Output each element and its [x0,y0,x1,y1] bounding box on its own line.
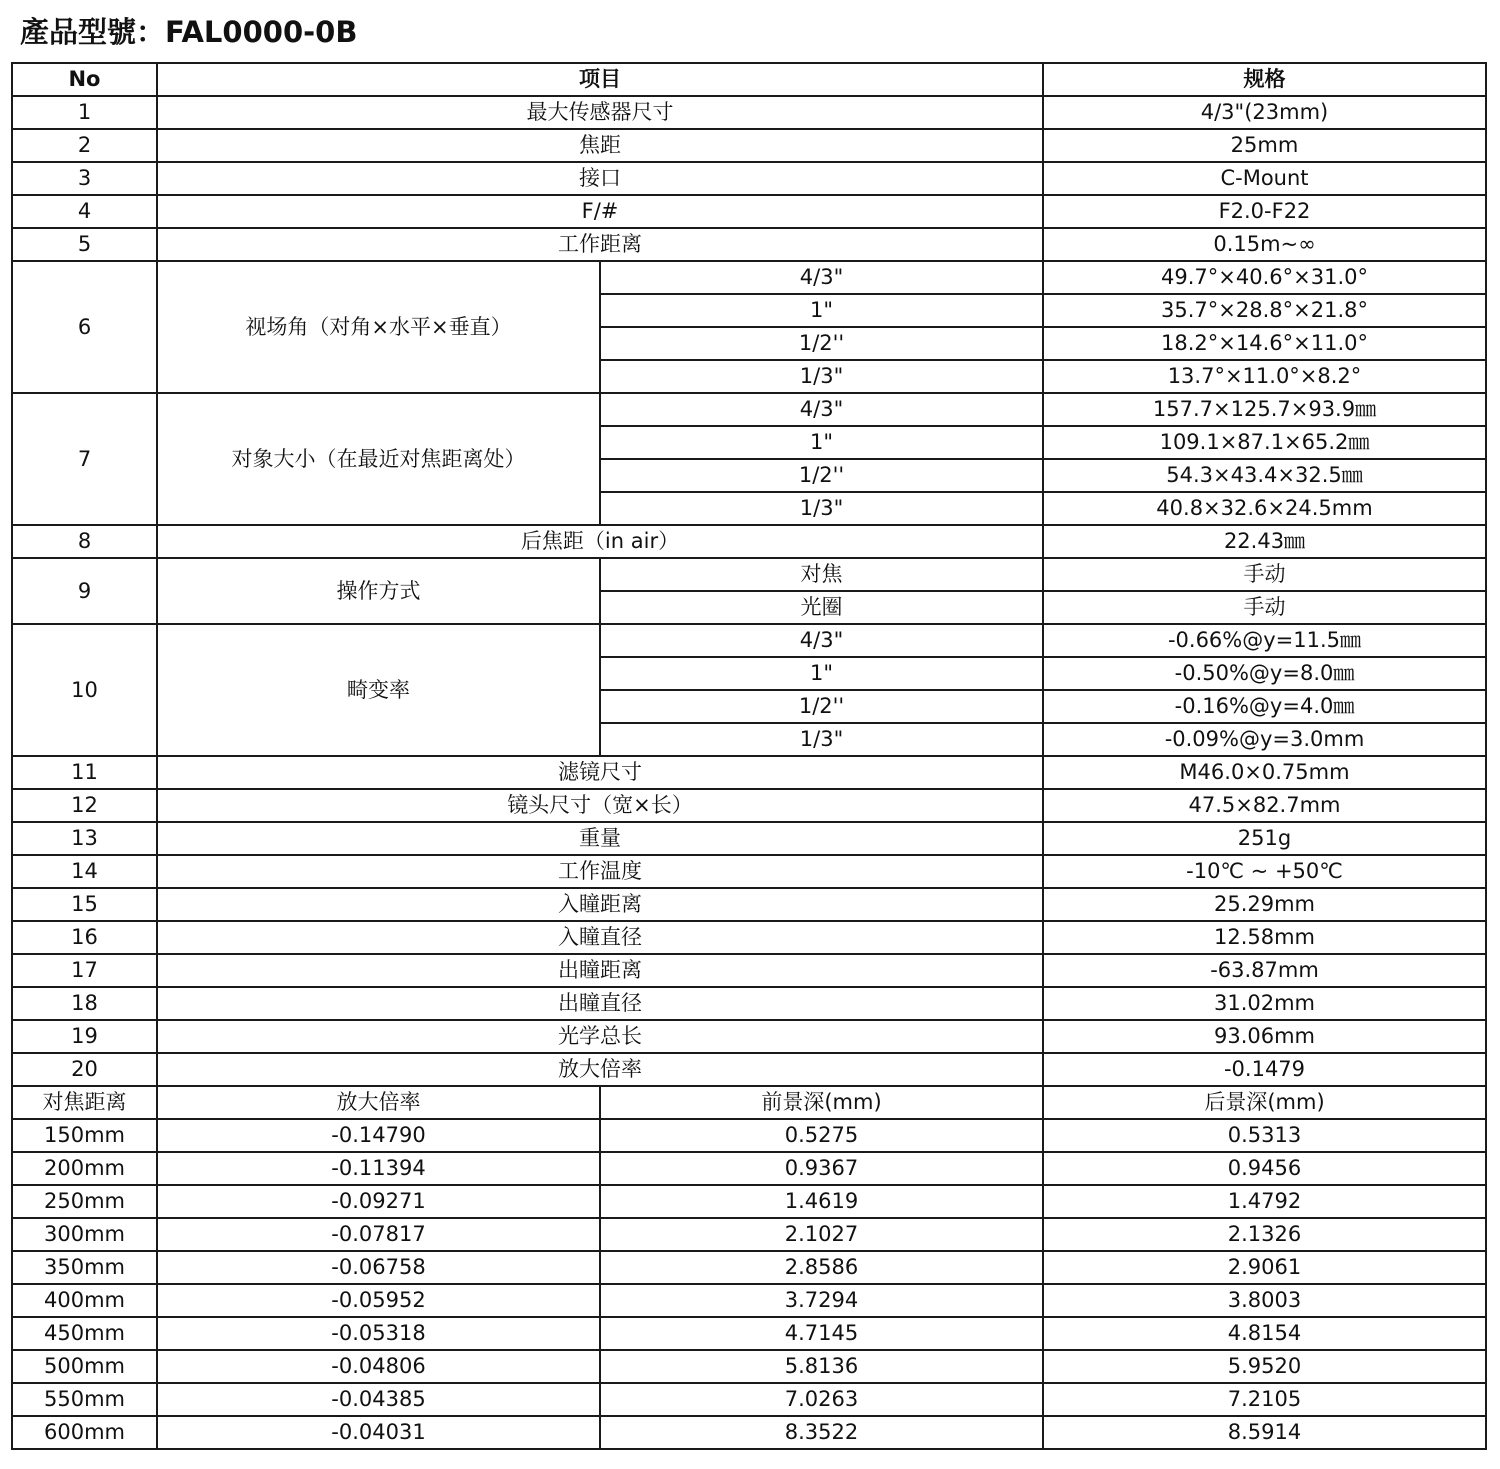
row-value: 0.15m~∞ [1043,228,1486,261]
dof-rear: 3.8003 [1043,1284,1486,1317]
dof-front: 7.0263 [600,1383,1043,1416]
dof-magnification: -0.04806 [157,1350,600,1383]
distortion-sensor: 4/3" [600,624,1043,657]
operation-row [12,558,1486,591]
dof-distance: 300mm [12,1218,157,1251]
row-item: 出瞳直径 [157,987,1043,1020]
back-focus-value: 22.43㎜ [1043,525,1486,558]
distortion-value: -0.66%@y=11.5㎜ [1043,624,1486,657]
header-spec: 规格 [1043,63,1486,96]
dof-distance: 200mm [12,1152,157,1185]
dof-header-distance: 对焦距离 [12,1086,157,1119]
distortion-row [12,624,1486,657]
row-value: -10℃ ~ +50℃ [1043,855,1486,888]
dof-row [12,1251,1486,1284]
dof-rear: 8.5914 [1043,1416,1486,1449]
row-no: 13 [12,822,157,855]
object-size-no: 7 [12,393,157,525]
fov-sensor: 1/3" [600,360,1043,393]
row-item: 入瞳直径 [157,921,1043,954]
dof-distance: 450mm [12,1317,157,1350]
spec-row [12,1053,1486,1086]
fov-row [12,261,1486,294]
header-item: 项目 [157,63,1043,96]
spec-row [12,228,1486,261]
dof-front: 2.1027 [600,1218,1043,1251]
object-size-item: 对象大小（在最近对焦距离处） [157,393,600,525]
dof-distance: 150mm [12,1119,157,1152]
row-value: -63.87mm [1043,954,1486,987]
row-item: 光学总长 [157,1020,1043,1053]
dof-magnification: -0.14790 [157,1119,600,1152]
spec-header-row [12,63,1486,96]
spec-row [12,756,1486,789]
dof-rear: 5.9520 [1043,1350,1486,1383]
spec-row [12,162,1486,195]
header-no: No [12,63,157,96]
fov-no: 6 [12,261,157,393]
dof-distance: 550mm [12,1383,157,1416]
row-no: 19 [12,1020,157,1053]
spec-row [12,1020,1486,1053]
dof-row [12,1152,1486,1185]
dof-distance: 600mm [12,1416,157,1449]
fov-sensor: 1" [600,294,1043,327]
row-no: 18 [12,987,157,1020]
back-focus-item: 后焦距（in air） [157,525,1043,558]
dof-rear: 2.1326 [1043,1218,1486,1251]
object-size-sensor: 1/2'' [600,459,1043,492]
row-no: 11 [12,756,157,789]
row-item: 出瞳距离 [157,954,1043,987]
object-size-value: 40.8×32.6×24.5mm [1043,492,1486,525]
product-model-title: 產品型號：FAL0000-0B [20,15,358,49]
operation-sub: 光圈 [600,591,1043,624]
spec-row [12,195,1486,228]
dof-row [12,1416,1486,1449]
row-item: F/# [157,195,1043,228]
row-item: 工作温度 [157,855,1043,888]
dof-header-front: 前景深(mm) [600,1086,1043,1119]
dof-row [12,1218,1486,1251]
fov-value: 18.2°×14.6°×11.0° [1043,327,1486,360]
row-no: 16 [12,921,157,954]
row-no: 17 [12,954,157,987]
row-no: 2 [12,129,157,162]
dof-distance: 250mm [12,1185,157,1218]
row-item: 工作距离 [157,228,1043,261]
dof-magnification: -0.09271 [157,1185,600,1218]
row-no: 20 [12,1053,157,1086]
row-item: 焦距 [157,129,1043,162]
dof-front: 5.8136 [600,1350,1043,1383]
distortion-value: -0.50%@y=8.0㎜ [1043,657,1486,690]
row-value: F2.0-F22 [1043,195,1486,228]
row-no: 4 [12,195,157,228]
operation-no: 9 [12,558,157,624]
dof-row [12,1185,1486,1218]
dof-rear: 0.9456 [1043,1152,1486,1185]
spec-row [12,954,1486,987]
spec-row [12,822,1486,855]
dof-distance: 500mm [12,1350,157,1383]
dof-front: 3.7294 [600,1284,1043,1317]
distortion-item: 畸变率 [157,624,600,756]
dof-header-row [12,1086,1486,1119]
row-no: 12 [12,789,157,822]
row-value: 25mm [1043,129,1486,162]
spec-row [12,921,1486,954]
spec-row [12,855,1486,888]
dof-rear: 4.8154 [1043,1317,1486,1350]
dof-magnification: -0.06758 [157,1251,600,1284]
dof-header-magnification: 放大倍率 [157,1086,600,1119]
distortion-no: 10 [12,624,157,756]
row-item: 重量 [157,822,1043,855]
fov-item: 视场角（对角×水平×垂直） [157,261,600,393]
fov-value: 35.7°×28.8°×21.8° [1043,294,1486,327]
object-size-sensor: 4/3" [600,393,1043,426]
dof-front: 8.3522 [600,1416,1043,1449]
row-no: 1 [12,96,157,129]
row-value: C-Mount [1043,162,1486,195]
dof-row [12,1383,1486,1416]
spec-row [12,789,1486,822]
row-value: 12.58mm [1043,921,1486,954]
dof-distance: 350mm [12,1251,157,1284]
row-item: 滤镜尺寸 [157,756,1043,789]
back-focus-row [12,525,1486,558]
row-no: 15 [12,888,157,921]
dof-front: 0.5275 [600,1119,1043,1152]
row-value: 47.5×82.7mm [1043,789,1486,822]
dof-magnification: -0.05318 [157,1317,600,1350]
row-no: 3 [12,162,157,195]
dof-row [12,1350,1486,1383]
dof-magnification: -0.05952 [157,1284,600,1317]
row-item: 入瞳距离 [157,888,1043,921]
object-size-sensor: 1/3" [600,492,1043,525]
distortion-sensor: 1/3" [600,723,1043,756]
row-no: 5 [12,228,157,261]
spec-row [12,888,1486,921]
dof-magnification: -0.11394 [157,1152,600,1185]
operation-item: 操作方式 [157,558,600,624]
row-value: 93.06mm [1043,1020,1486,1053]
spec-row [12,129,1486,162]
dof-front: 2.8586 [600,1251,1043,1284]
dof-magnification: -0.04031 [157,1416,600,1449]
distortion-sensor: 1/2'' [600,690,1043,723]
spec-row [12,987,1486,1020]
row-value: 251g [1043,822,1486,855]
fov-sensor: 1/2'' [600,327,1043,360]
dof-distance: 400mm [12,1284,157,1317]
spec-table [11,62,1487,1450]
dof-magnification: -0.04385 [157,1383,600,1416]
dof-front: 1.4619 [600,1185,1043,1218]
row-value: 25.29mm [1043,888,1486,921]
distortion-sensor: 1" [600,657,1043,690]
dof-rear: 7.2105 [1043,1383,1486,1416]
back-focus-no: 8 [12,525,157,558]
dof-row [12,1119,1486,1152]
dof-header-rear: 后景深(mm) [1043,1086,1486,1119]
distortion-value: -0.09%@y=3.0mm [1043,723,1486,756]
operation-value: 手动 [1043,591,1486,624]
dof-magnification: -0.07817 [157,1218,600,1251]
row-value: 31.02mm [1043,987,1486,1020]
row-item: 最大传感器尺寸 [157,96,1043,129]
row-value: M46.0×0.75mm [1043,756,1486,789]
row-item: 放大倍率 [157,1053,1043,1086]
object-size-value: 54.3×43.4×32.5㎜ [1043,459,1486,492]
operation-sub: 对焦 [600,558,1043,591]
object-size-row [12,393,1486,426]
distortion-value: -0.16%@y=4.0㎜ [1043,690,1486,723]
object-size-sensor: 1" [600,426,1043,459]
object-size-value: 157.7×125.7×93.9㎜ [1043,393,1486,426]
dof-rear: 2.9061 [1043,1251,1486,1284]
object-size-value: 109.1×87.1×65.2㎜ [1043,426,1486,459]
dof-row [12,1284,1486,1317]
dof-rear: 0.5313 [1043,1119,1486,1152]
row-value: 4/3"(23mm) [1043,96,1486,129]
fov-sensor: 4/3" [600,261,1043,294]
operation-value: 手动 [1043,558,1486,591]
dof-row [12,1317,1486,1350]
fov-value: 13.7°×11.0°×8.2° [1043,360,1486,393]
spec-row [12,96,1486,129]
dof-front: 0.9367 [600,1152,1043,1185]
row-no: 14 [12,855,157,888]
dof-rear: 1.4792 [1043,1185,1486,1218]
row-value: -0.1479 [1043,1053,1486,1086]
row-item: 接口 [157,162,1043,195]
row-item: 镜头尺寸（宽×长） [157,789,1043,822]
fov-value: 49.7°×40.6°×31.0° [1043,261,1486,294]
dof-front: 4.7145 [600,1317,1043,1350]
